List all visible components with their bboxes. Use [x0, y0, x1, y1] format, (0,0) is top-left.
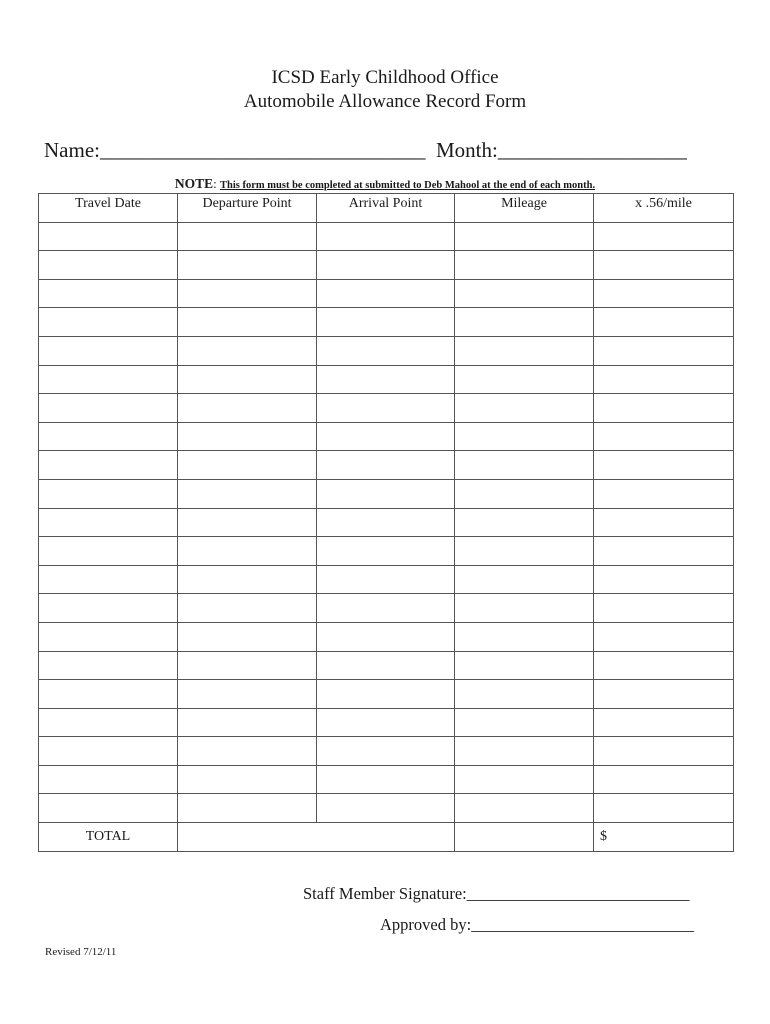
table-row: [39, 737, 734, 766]
mileage-cell[interactable]: [455, 422, 594, 451]
departure-point-cell[interactable]: [178, 737, 317, 766]
name-field[interactable]: [44, 137, 425, 163]
table-header-row: [39, 194, 734, 223]
table-row: [39, 794, 734, 823]
amount-cell[interactable]: [594, 422, 734, 451]
arrival-point-cell[interactable]: [317, 565, 455, 594]
revision-date: Revised 7/12/11: [45, 946, 117, 958]
travel-date-cell[interactable]: [39, 222, 178, 251]
table-row: [39, 680, 734, 709]
month-field[interactable]: [436, 137, 687, 163]
table-row: [39, 651, 734, 680]
amount-cell[interactable]: [594, 594, 734, 623]
departure-point-cell[interactable]: [178, 565, 317, 594]
arrival-point-cell[interactable]: [317, 308, 455, 337]
table-row: [39, 422, 734, 451]
mileage-cell[interactable]: [455, 651, 594, 680]
travel-date-cell[interactable]: [39, 336, 178, 365]
form-title: Automobile Allowance Record Form: [243, 91, 527, 112]
month-blank[interactable]: __________________: [497, 138, 687, 162]
table-row: [39, 336, 734, 365]
mileage-record-table: [38, 193, 734, 852]
name-blank[interactable]: _______________________________: [99, 138, 426, 162]
arrival-point-cell[interactable]: [317, 765, 455, 794]
table-row: [39, 508, 734, 537]
mileage-cell[interactable]: [455, 737, 594, 766]
arrival-point-cell[interactable]: [317, 708, 455, 737]
mileage-cell[interactable]: [455, 279, 594, 308]
departure-point-cell[interactable]: [178, 680, 317, 709]
amount-cell[interactable]: [594, 279, 734, 308]
arrival-point-cell[interactable]: [317, 508, 455, 537]
departure-point-cell[interactable]: [178, 451, 317, 480]
mileage-cell[interactable]: [455, 765, 594, 794]
travel-date-cell[interactable]: [39, 708, 178, 737]
staff-signature-field[interactable]: [303, 884, 690, 904]
approved-by-label: Approved by:: [380, 915, 472, 934]
departure-point-cell[interactable]: [178, 336, 317, 365]
travel-date-cell[interactable]: [39, 794, 178, 823]
travel-date-cell[interactable]: [39, 308, 178, 337]
amount-cell[interactable]: [594, 451, 734, 480]
mileage-cell[interactable]: [455, 680, 594, 709]
amount-cell[interactable]: [594, 565, 734, 594]
departure-point-cell[interactable]: [178, 279, 317, 308]
departure-point-cell[interactable]: [178, 222, 317, 251]
travel-date-cell[interactable]: [39, 680, 178, 709]
staff-signature-label: Staff Member Signature:: [303, 884, 467, 903]
departure-point-cell[interactable]: [178, 251, 317, 280]
departure-point-cell[interactable]: [178, 537, 317, 566]
mileage-cell[interactable]: [455, 594, 594, 623]
mileage-cell[interactable]: [455, 336, 594, 365]
arrival-point-cell[interactable]: [317, 451, 455, 480]
form-title-office: ICSD Early Childhood Office: [271, 67, 499, 88]
note-text: This form must be completed at submitted to Deb Mahool at the end of each month.: [220, 180, 596, 191]
travel-date-cell[interactable]: [39, 651, 178, 680]
mileage-cell[interactable]: [455, 622, 594, 651]
table-row: [39, 251, 734, 280]
approved-by-field[interactable]: [380, 915, 694, 935]
name-label: Name:: [44, 138, 100, 162]
table-row: [39, 222, 734, 251]
mileage-cell[interactable]: [455, 479, 594, 508]
total-label: TOTAL: [39, 823, 178, 852]
departure-point-cell[interactable]: [178, 622, 317, 651]
amount-cell[interactable]: [594, 537, 734, 566]
departure-point-cell[interactable]: [178, 479, 317, 508]
arrival-point-cell[interactable]: [317, 680, 455, 709]
approved-by-blank[interactable]: ___________________________: [471, 915, 694, 934]
arrival-point-cell[interactable]: [317, 594, 455, 623]
travel-date-cell[interactable]: [39, 565, 178, 594]
departure-point-cell[interactable]: [178, 508, 317, 537]
table-row: [39, 622, 734, 651]
travel-date-cell[interactable]: [39, 451, 178, 480]
amount-cell[interactable]: [594, 308, 734, 337]
arrival-point-cell[interactable]: [317, 365, 455, 394]
mileage-cell[interactable]: [455, 251, 594, 280]
arrival-point-cell[interactable]: [317, 251, 455, 280]
amount-cell[interactable]: [594, 794, 734, 823]
mileage-cell[interactable]: [455, 565, 594, 594]
table-row: [39, 594, 734, 623]
departure-point-cell[interactable]: [178, 594, 317, 623]
table-row: [39, 565, 734, 594]
total-amount-cell[interactable]: $: [594, 823, 734, 852]
travel-date-cell[interactable]: [39, 537, 178, 566]
departure-point-cell[interactable]: [178, 394, 317, 423]
departure-point-cell[interactable]: [178, 308, 317, 337]
travel-date-cell[interactable]: [39, 737, 178, 766]
column-header-mileage: Mileage: [455, 194, 594, 223]
table-body: [39, 222, 734, 822]
mileage-cell[interactable]: [455, 537, 594, 566]
travel-date-cell[interactable]: [39, 508, 178, 537]
mileage-cell[interactable]: [455, 794, 594, 823]
month-label: Month:: [436, 138, 498, 162]
table-row: [39, 308, 734, 337]
table-row: [39, 365, 734, 394]
travel-date-cell[interactable]: [39, 622, 178, 651]
staff-signature-blank[interactable]: ___________________________: [466, 884, 690, 903]
amount-cell[interactable]: [594, 222, 734, 251]
departure-point-cell[interactable]: [178, 794, 317, 823]
arrival-point-cell[interactable]: [317, 651, 455, 680]
total-mileage-cell[interactable]: [455, 823, 594, 852]
arrival-point-cell[interactable]: [317, 537, 455, 566]
travel-date-cell[interactable]: [39, 279, 178, 308]
departure-point-cell[interactable]: [178, 422, 317, 451]
amount-cell[interactable]: [594, 394, 734, 423]
note-label: NOTE: [174, 176, 214, 191]
amount-cell[interactable]: [594, 737, 734, 766]
note-separator: :: [213, 176, 221, 191]
mileage-cell[interactable]: [455, 451, 594, 480]
arrival-point-cell[interactable]: [317, 794, 455, 823]
table-row: [39, 451, 734, 480]
arrival-point-cell[interactable]: [317, 279, 455, 308]
table-row: [39, 279, 734, 308]
amount-cell[interactable]: [594, 708, 734, 737]
table-row: [39, 394, 734, 423]
mileage-cell[interactable]: [455, 508, 594, 537]
arrival-point-cell[interactable]: [317, 422, 455, 451]
mileage-cell[interactable]: [455, 708, 594, 737]
travel-date-cell[interactable]: [39, 479, 178, 508]
table-row: [39, 537, 734, 566]
table-row: [39, 479, 734, 508]
arrival-point-cell[interactable]: [317, 737, 455, 766]
column-header-arrival-point: Arrival Point: [317, 194, 455, 223]
column-header-rate: x .56/mile: [594, 194, 734, 223]
arrival-point-cell[interactable]: [317, 394, 455, 423]
travel-date-cell[interactable]: [39, 251, 178, 280]
total-blank-cell: [178, 823, 455, 852]
travel-date-cell[interactable]: [39, 422, 178, 451]
total-row: [39, 823, 734, 852]
note: [0, 176, 770, 194]
departure-point-cell[interactable]: [178, 708, 317, 737]
amount-cell[interactable]: [594, 680, 734, 709]
table-row: [39, 765, 734, 794]
column-header-departure-point: Departure Point: [178, 194, 317, 223]
column-header-travel-date: Travel Date: [39, 194, 178, 223]
arrival-point-cell[interactable]: [317, 336, 455, 365]
arrival-point-cell[interactable]: [317, 479, 455, 508]
amount-cell[interactable]: [594, 508, 734, 537]
amount-cell[interactable]: [594, 765, 734, 794]
amount-cell[interactable]: [594, 651, 734, 680]
amount-cell[interactable]: [594, 622, 734, 651]
arrival-point-cell[interactable]: [317, 222, 455, 251]
amount-cell[interactable]: [594, 336, 734, 365]
travel-date-cell[interactable]: [39, 594, 178, 623]
mileage-cell[interactable]: [455, 308, 594, 337]
mileage-cell[interactable]: [455, 222, 594, 251]
travel-date-cell[interactable]: [39, 365, 178, 394]
table-row: [39, 708, 734, 737]
amount-cell[interactable]: [594, 365, 734, 394]
travel-date-cell[interactable]: [39, 394, 178, 423]
departure-point-cell[interactable]: [178, 651, 317, 680]
amount-cell[interactable]: [594, 479, 734, 508]
mileage-cell[interactable]: [455, 394, 594, 423]
departure-point-cell[interactable]: [178, 765, 317, 794]
arrival-point-cell[interactable]: [317, 622, 455, 651]
mileage-cell[interactable]: [455, 365, 594, 394]
departure-point-cell[interactable]: [178, 365, 317, 394]
travel-date-cell[interactable]: [39, 765, 178, 794]
amount-cell[interactable]: [594, 251, 734, 280]
